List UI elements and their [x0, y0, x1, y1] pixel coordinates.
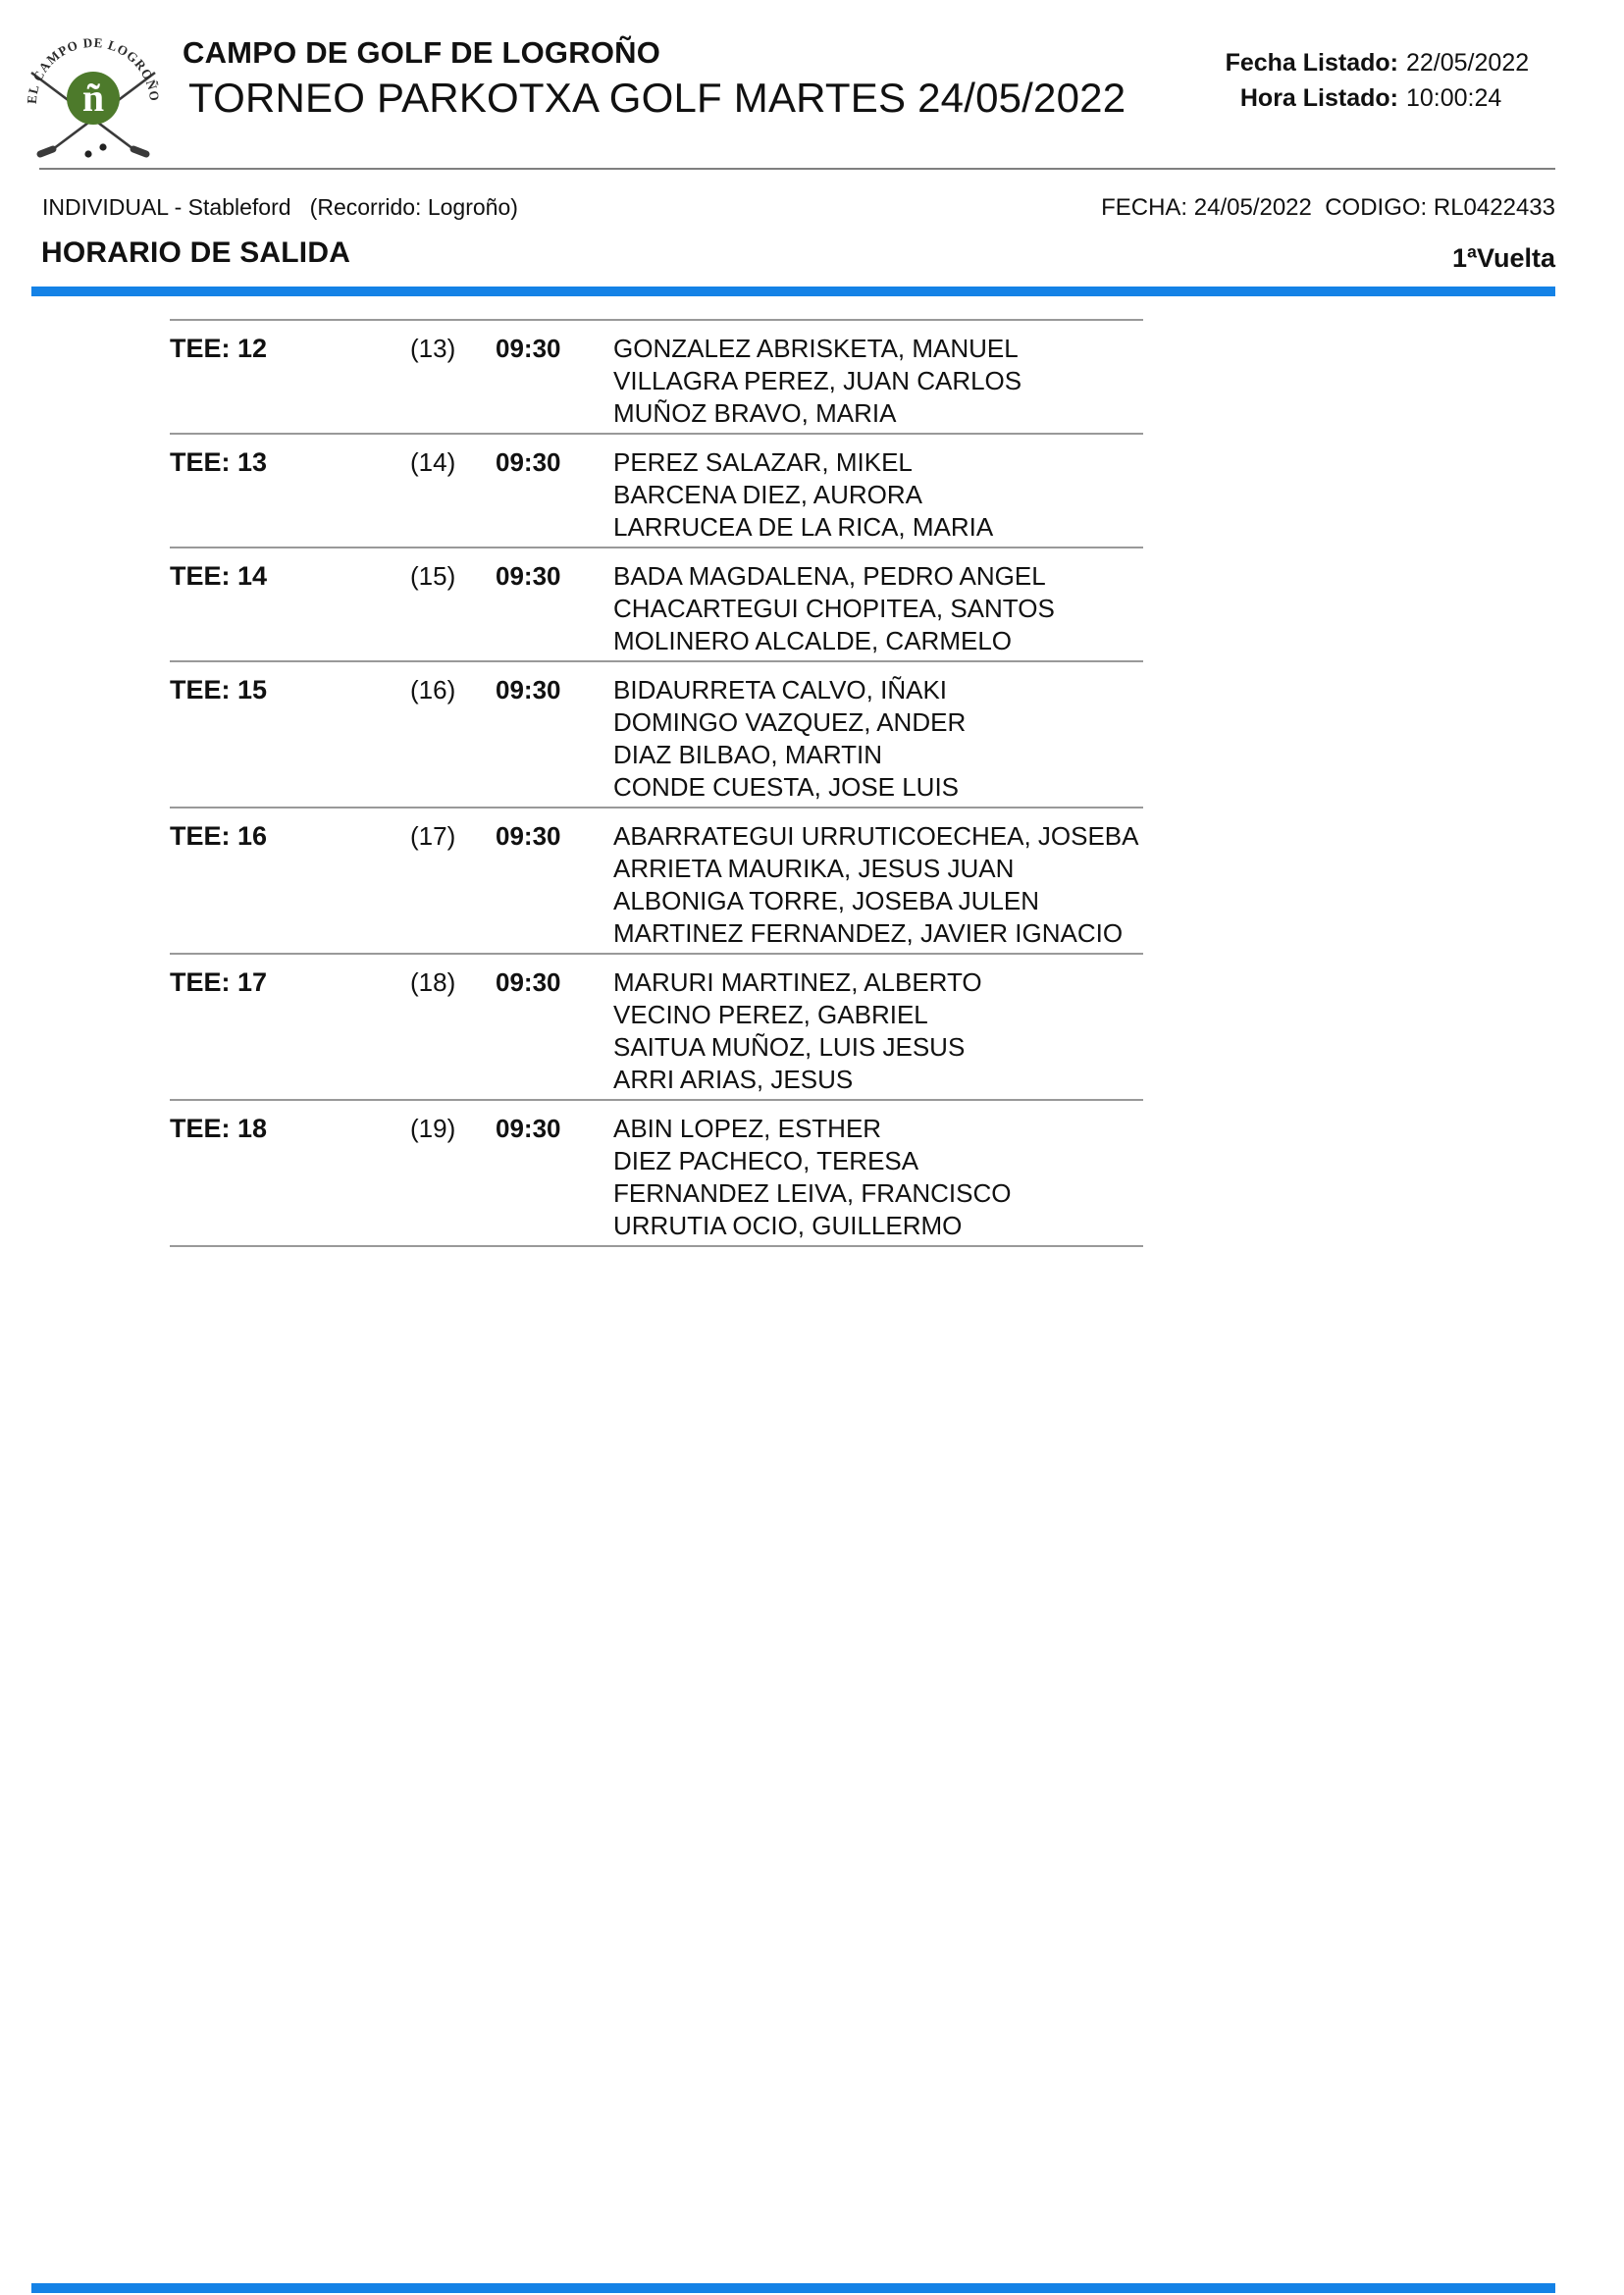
tee-time: 09:30	[496, 447, 561, 477]
golf-ball-icon	[84, 150, 91, 157]
player-name: BARCENA DIEZ, AURORA	[613, 480, 922, 509]
tee-label: TEE: 18	[170, 1114, 268, 1143]
tee-row	[170, 953, 1143, 1099]
fecha-listado-label: Fecha Listado:	[1225, 49, 1398, 77]
player-list	[613, 1113, 1143, 1242]
logo-monogram: ñ	[81, 76, 105, 120]
logo-arc-text: EL CAMPO DE LOGROÑO	[24, 34, 163, 105]
player-list	[613, 674, 1143, 804]
fecha-codigo-line: FECHA: 24/05/2022 CODIGO: RL0422433	[1101, 194, 1555, 221]
tee-row	[170, 319, 1143, 433]
player-list	[613, 820, 1143, 950]
group-number: (19)	[410, 1114, 456, 1143]
tee-row	[170, 1099, 1143, 1245]
tee-time: 09:30	[496, 821, 561, 851]
tee-label: TEE: 15	[170, 675, 268, 704]
player-name: DIEZ PACHECO, TERESA	[613, 1146, 919, 1175]
player-name: ARRIETA MAURIKA, JESUS JUAN	[613, 854, 1015, 883]
group-number: (17)	[410, 821, 456, 851]
player-name: VECINO PEREZ, GABRIEL	[613, 1000, 928, 1029]
group-number: (16)	[410, 675, 456, 704]
player-name: ALBONIGA TORRE, JOSEBA JULEN	[613, 886, 1039, 915]
player-list	[613, 446, 1143, 544]
club-name: CAMPO DE GOLF DE LOGROÑO	[183, 35, 661, 70]
player-name: MARURI MARTINEZ, ALBERTO	[613, 967, 982, 997]
player-name: ABARRATEGUI URRUTICOECHEA, JOSEBA	[613, 821, 1139, 851]
section-title: HORARIO DE SALIDA	[41, 236, 351, 269]
player-name: SAITUA MUÑOZ, LUIS JESUS	[613, 1032, 966, 1062]
group-number: (14)	[410, 447, 456, 477]
tee-label: TEE: 13	[170, 447, 268, 477]
category-line: INDIVIDUAL - Stableford (Recorrido: Logroño)	[42, 194, 518, 220]
group-number: (13)	[410, 334, 456, 363]
tournament-title: TORNEO PARKOTXA GOLF MARTES 24/05/2022	[188, 75, 1126, 121]
club-logo-icon	[20, 26, 167, 165]
tee-row	[170, 807, 1143, 953]
tee-label: TEE: 16	[170, 821, 268, 851]
player-name: ABIN LOPEZ, ESTHER	[613, 1114, 882, 1143]
player-name: CONDE CUESTA, JOSE LUIS	[613, 772, 960, 802]
tee-table	[170, 319, 1143, 1247]
player-list	[613, 560, 1143, 657]
tee-row	[170, 433, 1143, 547]
header-divider	[39, 168, 1555, 170]
group-number: (18)	[410, 967, 456, 997]
fecha-listado-value: 22/05/2022	[1406, 49, 1530, 77]
player-name: BIDAURRETA CALVO, IÑAKI	[613, 675, 948, 704]
tee-time: 09:30	[496, 1114, 561, 1143]
tee-time: 09:30	[496, 675, 561, 704]
player-name: PEREZ SALAZAR, MIKEL	[613, 447, 913, 477]
player-name: FERNANDEZ LEIVA, FRANCISCO	[613, 1178, 1012, 1208]
accent-bar-bottom	[31, 2283, 1555, 2293]
player-name: MARTINEZ FERNANDEZ, JAVIER IGNACIO	[613, 918, 1124, 948]
player-name: BADA MAGDALENA, PEDRO ANGEL	[613, 561, 1046, 591]
tee-label: TEE: 12	[170, 334, 268, 363]
player-name: GONZALEZ ABRISKETA, MANUEL	[613, 334, 1019, 363]
tee-time: 09:30	[496, 561, 561, 591]
player-name: VILLAGRA PEREZ, JUAN CARLOS	[613, 366, 1022, 395]
hora-listado-value: 10:00:24	[1406, 84, 1502, 112]
player-list	[613, 966, 1143, 1096]
round-label: 1ªVuelta	[1451, 243, 1555, 273]
player-name: URRUTIA OCIO, GUILLERMO	[613, 1211, 963, 1240]
tee-row	[170, 547, 1143, 660]
tee-label: TEE: 17	[170, 967, 268, 997]
listing-meta	[1079, 49, 1555, 112]
player-name: LARRUCEA DE LA RICA, MARIA	[613, 512, 994, 542]
tee-row	[170, 660, 1143, 807]
player-name: DIAZ BILBAO, MARTIN	[613, 740, 883, 769]
golf-ball-icon	[99, 143, 106, 150]
player-name: MUÑOZ BRAVO, MARIA	[613, 398, 897, 428]
tee-time: 09:30	[496, 334, 561, 363]
tee-time: 09:30	[496, 967, 561, 997]
tee-label: TEE: 14	[170, 561, 268, 591]
player-name: ARRI ARIAS, JESUS	[613, 1065, 854, 1094]
hora-listado-label: Hora Listado:	[1239, 84, 1398, 112]
accent-bar-top	[31, 287, 1555, 296]
player-list	[613, 333, 1143, 430]
group-number: (15)	[410, 561, 456, 591]
player-name: DOMINGO VAZQUEZ, ANDER	[613, 707, 967, 737]
player-name: CHACARTEGUI CHOPITEA, SANTOS	[613, 594, 1055, 623]
player-name: MOLINERO ALCALDE, CARMELO	[613, 626, 1012, 655]
